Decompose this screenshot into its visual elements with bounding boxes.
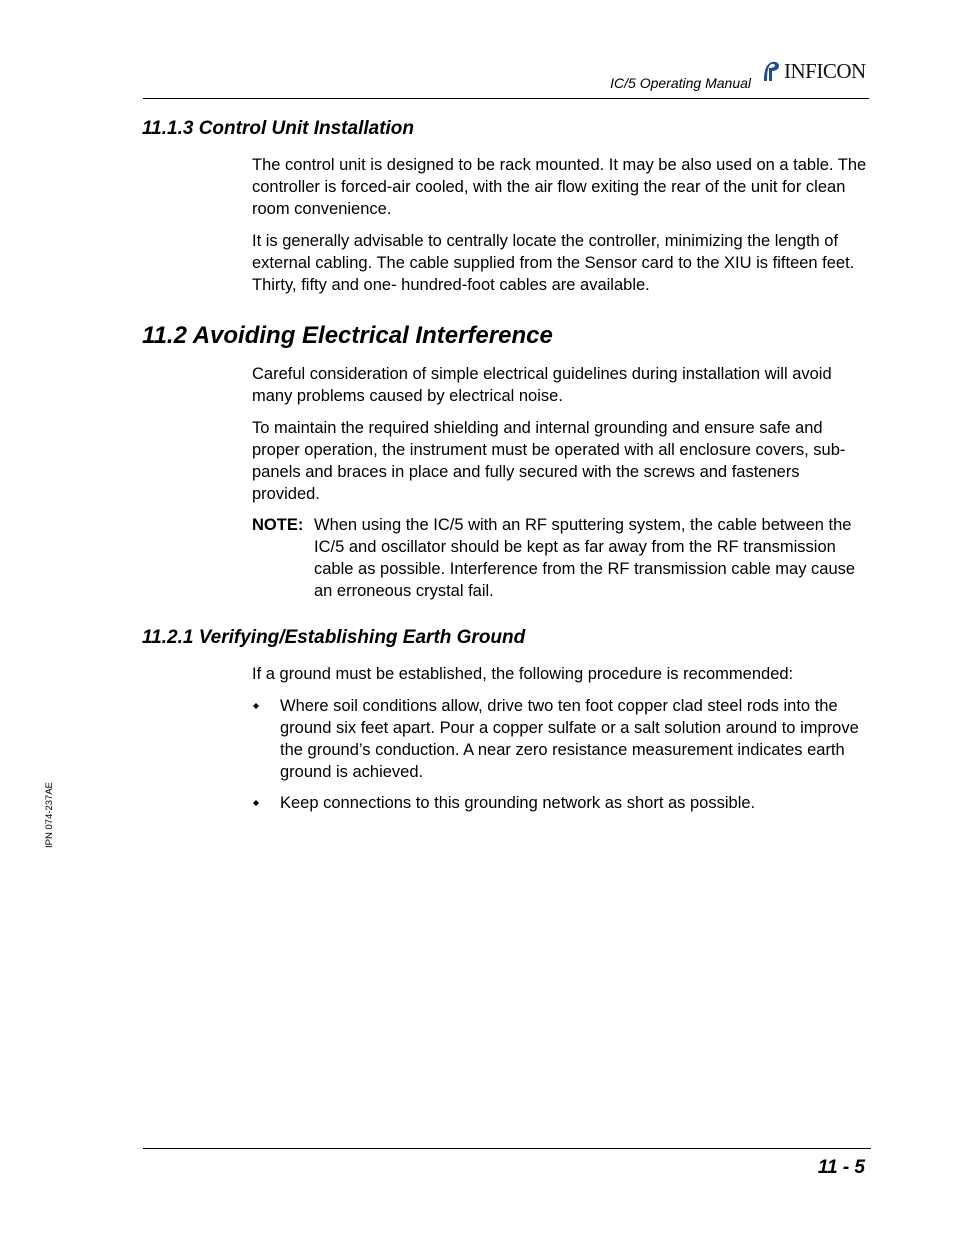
heading-11-2: 11.2 Avoiding Electrical Interference bbox=[142, 322, 553, 349]
paragraph-interference-1: Careful consideration of simple electrical guidelines during installation will avoid many problems caused by electrical noise. bbox=[252, 365, 832, 405]
footer-rule bbox=[143, 1148, 871, 1149]
heading-11-1-3: 11.1.3 Control Unit Installation bbox=[142, 118, 415, 139]
paragraph-ground-intro: If a ground must be established, the following procedure is recommended: bbox=[252, 665, 794, 683]
page-number: 11 - 5 bbox=[817, 1157, 865, 1178]
manual-title: IC/5 Operating Manual bbox=[610, 75, 751, 91]
list-item bbox=[252, 695, 872, 783]
list-item-text: Keep connections to this grounding network as short as possible. bbox=[280, 794, 756, 812]
diamond-bullet-icon bbox=[253, 703, 259, 709]
list-item bbox=[252, 792, 872, 814]
list-item-text: Where soil conditions allow, drive two ten foot copper clad steel rods into the ground six feet apart. Pour a copper sulfate or a salt solution around to improve the ground’s conduction. A near zero resistance measurement indicates earth ground is achieved. bbox=[280, 697, 859, 781]
note-label: NOTE: bbox=[252, 516, 304, 534]
inficon-logo bbox=[760, 58, 866, 84]
note-text: When using the IC/5 with an RF sputtering system, the cable between the IC/5 and oscillator should be kept as far away from the RF transmission cable as possible. Interference from the RF transmission cable may cause an erroneous crystal fail. bbox=[314, 516, 856, 600]
note-block bbox=[252, 514, 872, 602]
paragraph-interference-2: To maintain the required shielding and internal grounding and ensure safe and proper operation, the instrument must be operated with all enclosure covers, sub-panels and braces in place and fully secured with the screws and fasteners provided. bbox=[252, 419, 846, 503]
document-part-number: IPN 074-237AE bbox=[44, 781, 55, 848]
inficon-logo-mark-icon bbox=[760, 59, 782, 83]
heading-11-2-1: 11.2.1 Verifying/Establishing Earth Ground bbox=[142, 627, 526, 648]
diamond-bullet-icon bbox=[253, 800, 259, 806]
paragraph-control-unit-1: The control unit is designed to be rack mounted. It may be also used on a table. The controller is forced-air cooled, with the air flow exiting the rear of the unit for clean room convenience. bbox=[252, 156, 867, 218]
logo-wordmark: INFICON bbox=[784, 58, 866, 83]
paragraph-control-unit-2: It is generally advisable to centrally locate the controller, minimizing the length of external cabling. The cable supplied from the Sensor card to the XIU is fifteen feet. Thirty, fifty and one- hundred-foot cables are available. bbox=[252, 232, 855, 294]
header-rule bbox=[143, 98, 869, 99]
